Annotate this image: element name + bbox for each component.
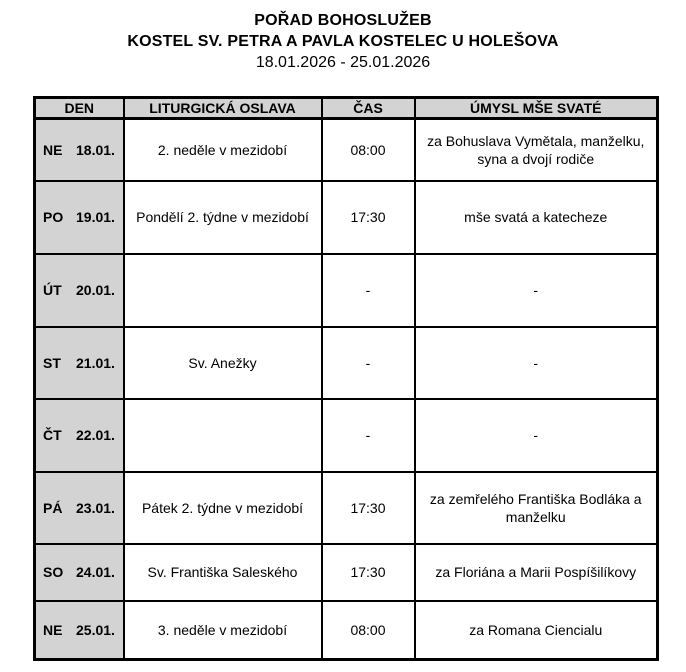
time-cell: 17:30 (322, 544, 415, 601)
table-row (35, 472, 658, 544)
day-date: 24.01. (76, 564, 115, 580)
table-header-row (35, 98, 658, 119)
day-cell (35, 601, 124, 660)
day-date: 18.01. (76, 141, 115, 158)
celebration-cell: Sv. Anežky (124, 327, 322, 399)
table-row (35, 181, 658, 254)
day-cell (35, 327, 124, 399)
column-header-umysl-mse-svate: ÚMYSL MŠE SVATÉ (415, 98, 658, 119)
intention-cell: za Bohuslava Vymětala, manželku, syna a dvojí rodiče (415, 119, 658, 181)
day-cell (35, 399, 124, 472)
day-abbrev: ST (43, 354, 61, 371)
day-cell (35, 254, 124, 327)
day-cell (35, 181, 124, 254)
intention-cell: za zemřelého Františka Bodláka a manželku (415, 472, 658, 544)
day-cell (35, 472, 124, 544)
day-abbrev: PÁ (43, 499, 63, 516)
table-row (35, 399, 658, 472)
table-row (35, 119, 658, 181)
day-cell (35, 544, 124, 601)
day-abbrev: PO (43, 209, 64, 225)
day-date: 22.01. (76, 427, 115, 443)
date-range: 18.01.2026 - 25.01.2026 (255, 54, 431, 71)
column-header-liturgicka-oslava: LITURGICKÁ OSLAVA (124, 98, 322, 119)
intention-cell: za Floriána a Marii Pospíšilíkovy (415, 544, 658, 601)
day-abbrev: NE (43, 621, 63, 638)
day-date: 20.01. (76, 282, 115, 298)
document-title: POŘAD BOHOSLUŽEB (254, 12, 432, 29)
celebration-cell: Pondělí 2. týdne v mezidobí (124, 181, 322, 254)
celebration-cell (124, 399, 322, 472)
celebration-cell: 2. neděle v mezidobí (124, 119, 322, 181)
celebration-cell: Pátek 2. týdne v mezidobí (124, 472, 322, 544)
day-abbrev: ÚT (43, 282, 62, 298)
table-row (35, 544, 658, 601)
document-header (0, 10, 686, 73)
day-date: 19.01. (76, 209, 115, 225)
column-header-den: DEN (35, 98, 124, 119)
celebration-cell: Sv. Františka Saleského (124, 544, 322, 601)
time-cell: 17:30 (322, 181, 415, 254)
table-row (35, 327, 658, 399)
celebration-cell (124, 254, 322, 327)
day-abbrev: SO (43, 564, 64, 580)
day-date: 23.01. (76, 499, 115, 516)
intention-cell: mše svatá a katecheze (415, 181, 658, 254)
table-row (35, 254, 658, 327)
time-cell: 08:00 (322, 119, 415, 181)
table-row (35, 601, 658, 660)
day-date: 25.01. (76, 621, 115, 638)
day-abbrev: NE (43, 141, 63, 158)
intention-cell: - (415, 399, 658, 472)
intention-cell: - (415, 254, 658, 327)
schedule-table (33, 96, 659, 661)
church-name: KOSTEL SV. PETRA A PAVLA KOSTELEC U HOLEŠOVA (127, 33, 559, 50)
celebration-cell: 3. neděle v mezidobí (124, 601, 322, 660)
time-cell: - (322, 327, 415, 399)
day-cell (35, 119, 124, 181)
time-cell: - (322, 399, 415, 472)
day-date: 21.01. (76, 354, 115, 371)
time-cell: 17:30 (322, 472, 415, 544)
day-abbrev: ČT (43, 427, 62, 443)
intention-cell: - (415, 327, 658, 399)
column-header-cas: ČAS (322, 98, 415, 119)
time-cell: 08:00 (322, 601, 415, 660)
time-cell: - (322, 254, 415, 327)
intention-cell: za Romana Ciencialu (415, 601, 658, 660)
